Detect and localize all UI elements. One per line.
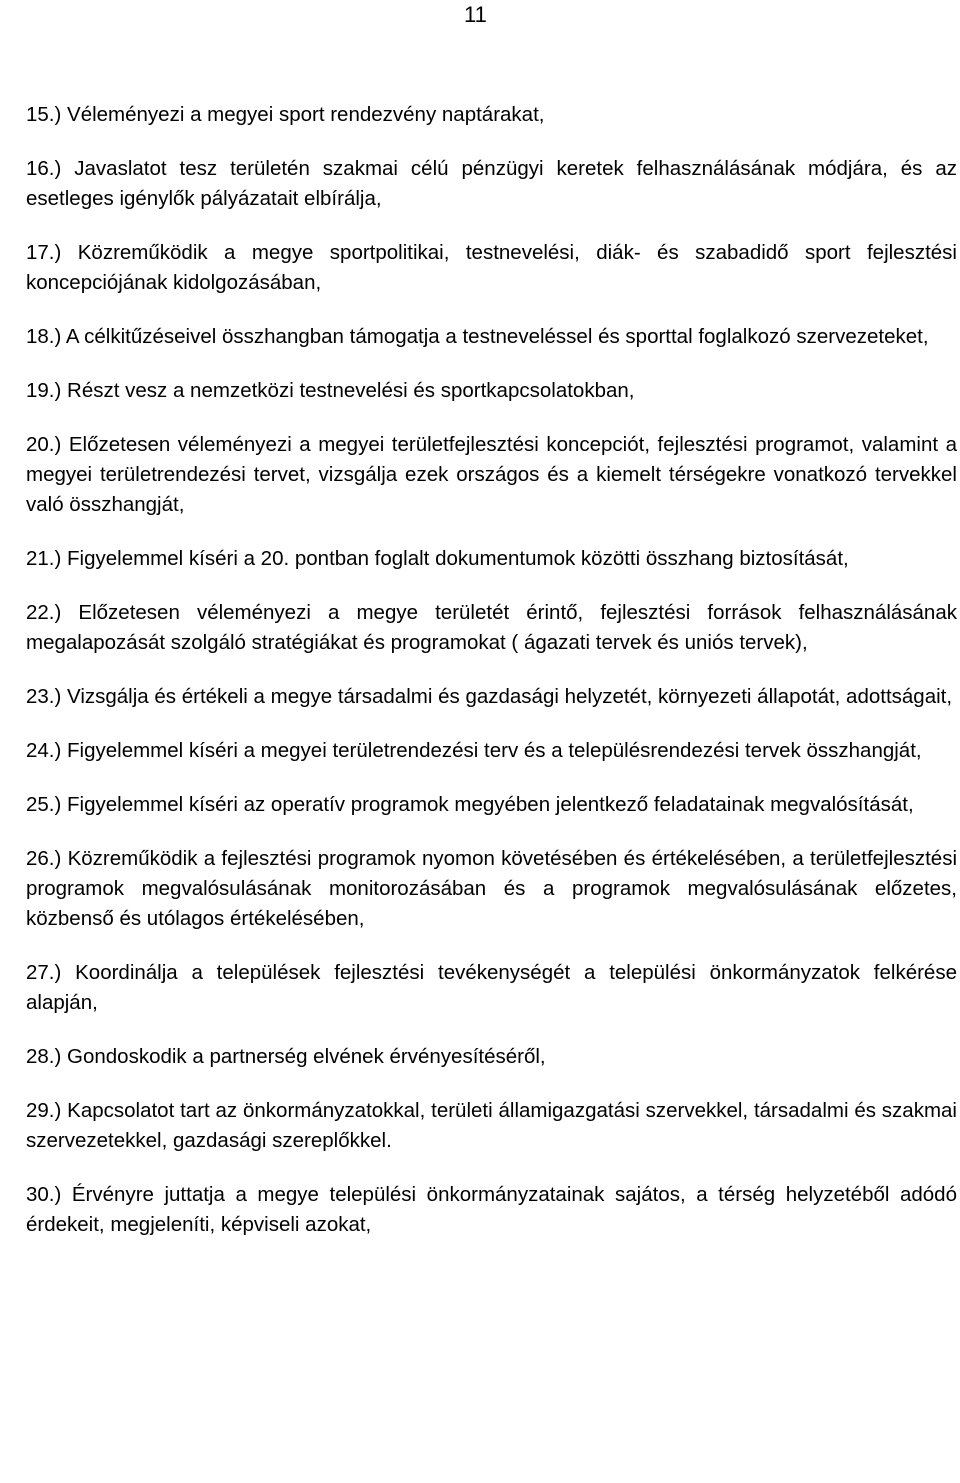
item-text: ) Kapcsolatot tart az önkormányzatokkal, területi államigazgatási szervekkel, társadalmi és szakmai szervezetekkel, gazdasági szereplőkkel. (26, 1099, 957, 1152)
item-number: 15. (26, 103, 55, 126)
item-text: ) Részt vesz a nemzetközi testnevelési és sportkapcsolatokban, (54, 379, 635, 402)
list-item (26, 844, 957, 934)
list-item (26, 100, 957, 130)
item-text: ) A célkitűzéseivel összhangban támogatja a testneveléssel és sporttal foglalkozó szervezeteket, (54, 325, 929, 348)
item-text: ) Közreműködik a megye sportpolitikai, testnevelési, diák- és szabadidő sport fejlesztési koncepciójának kidolgozásában, (26, 241, 957, 294)
item-number: 28. (26, 1045, 55, 1068)
item-text: ) Figyelemmel kíséri a 20. pontban foglalt dokumentumok közötti összhang biztosítását, (54, 547, 849, 570)
item-text: ) Érvényre juttatja a megye települési önkormányzatainak sajátos, a térség helyzetéből adódó érdekeit, megjeleníti, képviseli azokat, (26, 1183, 957, 1236)
item-text: ) Koordinálja a települések fejlesztési tevékenységét a települési önkormányzatok felkérése alapján, (26, 961, 957, 1014)
list-item (26, 154, 957, 214)
item-number: 27. (26, 961, 55, 984)
item-number: 23. (26, 685, 55, 708)
list-item (26, 238, 957, 298)
item-number: 26. (26, 847, 55, 870)
item-number: 20. (26, 433, 55, 456)
item-number: 21. (26, 547, 55, 570)
list-item (26, 430, 957, 520)
item-number: 22. (26, 601, 55, 624)
item-number: 30. (26, 1183, 55, 1206)
item-number: 16. (26, 157, 55, 180)
item-text: ) Javaslatot tesz területén szakmai célú pénzügyi keretek felhasználásának módjára, és az esetleges igénylők pályázatait elbírálja, (26, 157, 957, 210)
item-number: 19. (26, 379, 55, 402)
item-text: ) Vizsgálja és értékeli a megye társadalmi és gazdasági helyzetét, környezeti állapotát, adottságait, (54, 685, 953, 708)
list-item (26, 682, 957, 712)
item-text: ) Figyelemmel kíséri az operatív programok megyében jelentkező feladatainak megvalósítását, (54, 793, 914, 816)
list-item (26, 958, 957, 1018)
item-text: ) Véleményezi a megyei sport rendezvény naptárakat, (54, 103, 545, 126)
item-number: 24. (26, 739, 55, 762)
list-item (26, 1042, 957, 1072)
item-text: ) Közreműködik a fejlesztési programok nyomon követésében és értékelésében, a területfejlesztési programok megvalósulásának monitorozásában és a programok megvalósulásának előzetes, közbenső és utólagos értékelésében, (26, 847, 957, 930)
page-number: 11 (464, 2, 487, 27)
item-number: 18. (26, 325, 55, 348)
list-item (26, 544, 957, 574)
list-item (26, 376, 957, 406)
item-text: ) Gondoskodik a partnerség elvének érvényesítéséről, (54, 1045, 546, 1068)
list-item (26, 322, 957, 352)
list-item (26, 1096, 957, 1156)
list-item (26, 1180, 957, 1240)
list-item (26, 736, 957, 766)
list-item (26, 790, 957, 820)
item-number: 29. (26, 1099, 55, 1122)
item-number: 17. (26, 241, 55, 264)
list-item (26, 598, 957, 658)
item-text: ) Előzetesen véleményezi a megyei területfejlesztési koncepciót, fejlesztési programot, valamint a megyei területrendezési tervet, vizsgálja ezek országos és a kiemelt térségekre vonatkozó tervekkel való összhangját, (26, 433, 957, 516)
item-text: ) Előzetesen véleményezi a megye területét érintő, fejlesztési források felhasználásának megalapozását szolgáló stratégiákat és programokat ( ágazati tervek és uniós tervek), (26, 601, 957, 654)
item-text: ) Figyelemmel kíséri a megyei területrendezési terv és a településrendezési tervek összhangját, (54, 739, 922, 762)
item-number: 25. (26, 793, 55, 816)
numbered-list (26, 100, 957, 1264)
